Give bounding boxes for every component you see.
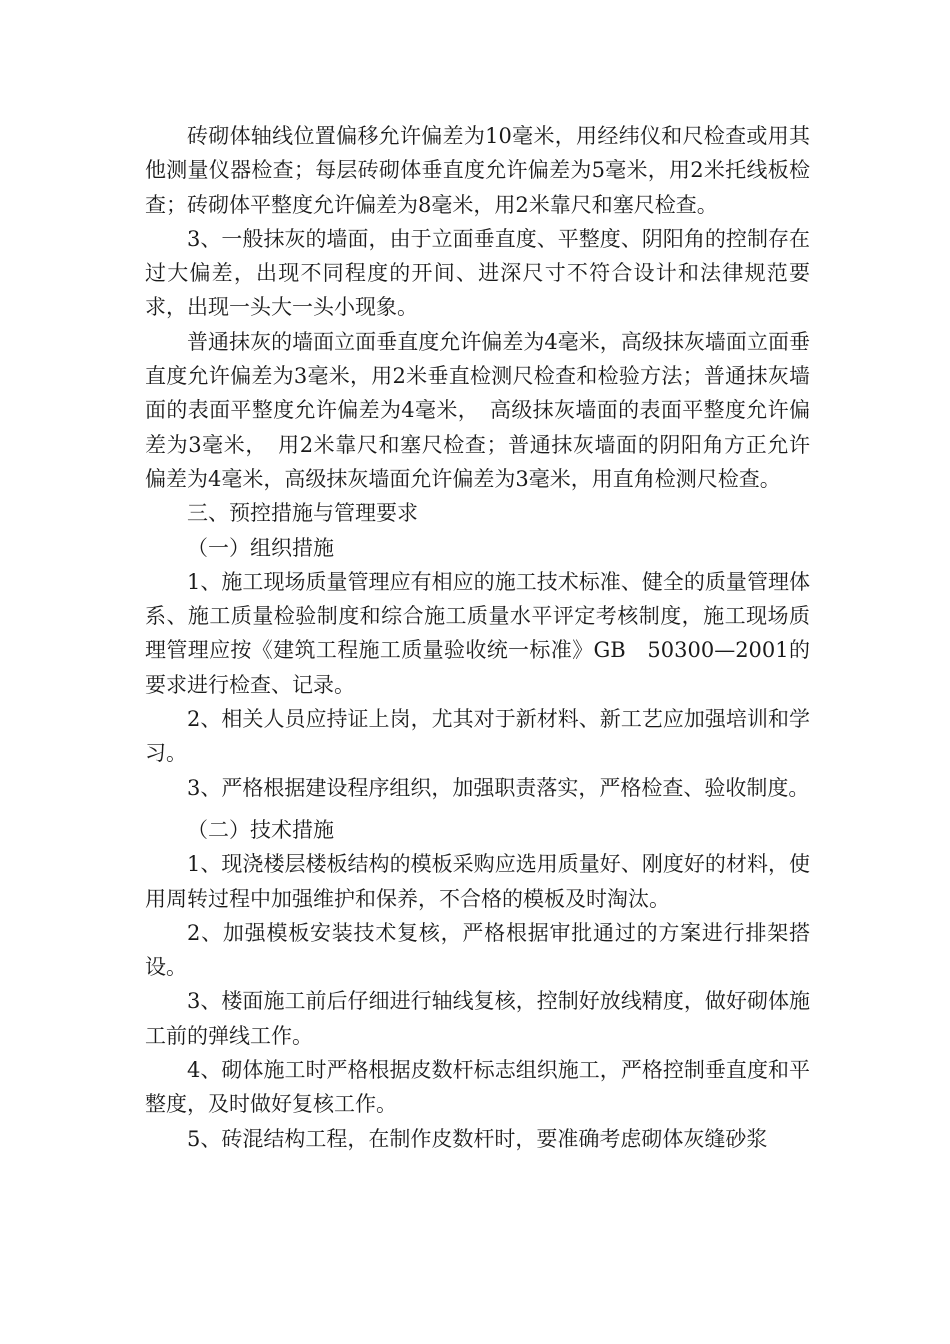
subheading-organizational-measures: （一）组织措施 xyxy=(187,535,334,560)
paragraph-org-measure-3: 3、严格根据建设程序组织，加强职责落实，严格检查、验收制度。 xyxy=(187,775,810,800)
paragraph-plaster-tolerance: 普通抹灰的墙面立面垂直度允许偏差为4毫米，高级抹灰墙面立面垂直度允许偏差为3毫米，用2米垂直检测尺检查和检验方法；普通抹灰墙面的表面平整度允许偏差为4毫米， 高级抹灰墙面的表面平整度允许偏差为3毫米， 用2米靠尺和塞尺检查；普通抹灰墙面的阴阳角方正允许偏差为4毫米，高级抹灰墙面允许偏差为3毫米，用直角检测尺检查。 xyxy=(145,329,810,491)
section-heading-precontrol: 三、预控措施与管理要求 xyxy=(187,501,418,526)
paragraph-tech-measure-3: 3、楼面施工前后仔细进行轴线复核，控制好放线精度，做好砌体施工前的弹线工作。 xyxy=(145,989,810,1048)
subheading-technical-measures: （二）技术措施 xyxy=(187,817,334,842)
paragraph-tech-measure-5: 5、砖混结构工程，在制作皮数杆时，要准确考虑砌体灰缝砂浆 xyxy=(187,1126,768,1151)
paragraph-tech-measure-4: 4、砌体施工时严格根据皮数杆标志组织施工，严格控制垂直度和平整度，及时做好复核工作。 xyxy=(145,1058,810,1117)
paragraph-tech-measure-1: 1、现浇楼层楼板结构的模板采购应选用质量好、刚度好的材料，使用周转过程中加强维护和保养，不合格的模板及时淘汰。 xyxy=(145,852,810,911)
paragraph-masonry-tolerance: 砖砌体轴线位置偏移允许偏差为10毫米，用经纬仪和尺检查或用其他测量仪器检查；每层砖砌体垂直度允许偏差为5毫米，用2米托线板检查；砖砌体平整度允许偏差为8毫米，用2米靠尺和塞尺检查。 xyxy=(145,124,810,217)
paragraph-tech-measure-2: 2、加强模板安装技术复核，严格根据审批通过的方案进行排架搭设。 xyxy=(145,920,810,980)
paragraph-org-measure-1: 1、施工现场质量管理应有相应的施工技术标准、健全的质量管理体系、施工质量检验制度和综合施工质量水平评定考核制度，施工现场质理管理应按《建筑工程施工质量验收统一标准》GB 50300—2001的要求进行检查、记录。 xyxy=(145,569,810,697)
paragraph-plaster-deviation: 3、一般抹灰的墙面，由于立面垂直度、平整度、阴阳角的控制存在过大偏差，出现不同程度的开间、进深尺寸不符合设计和法律规范要求，出现一头大一头小现象。 xyxy=(145,226,810,320)
document-body xyxy=(145,119,810,1156)
paragraph-org-measure-2: 2、相关人员应持证上岗，尤其对于新材料、新工艺应加强培训和学习。 xyxy=(145,707,810,766)
